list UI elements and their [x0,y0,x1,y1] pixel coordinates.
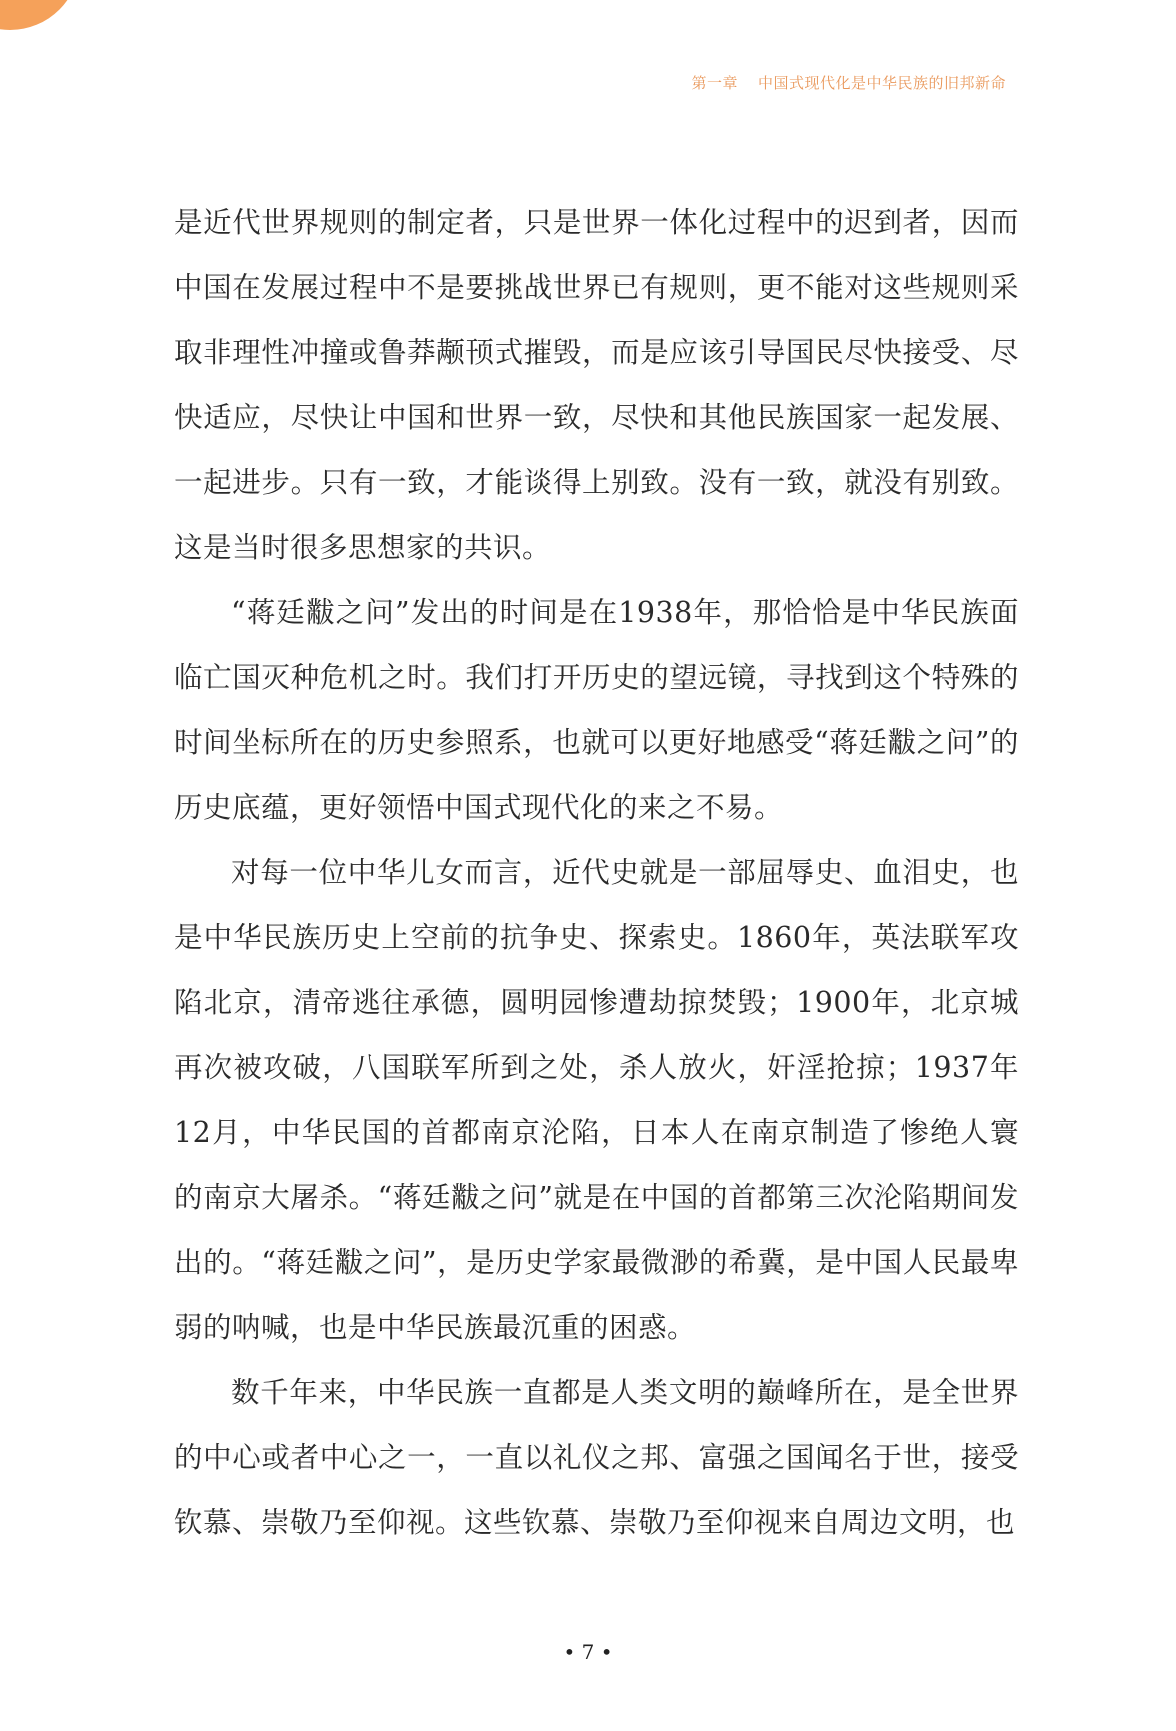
paragraph-continued: 是近代世界规则的制定者，只是世界一体化过程中的迟到者，因而中国在发展过程中不是要挑战世界已有规则，更不能对这些规则采取非理性冲撞或鲁莽颟顸式摧毁，而是应该引导国民尽快接受、尽快适应，尽快让中国和世界一致，尽快和其他民族国家一起发展、一起进步。只有一致，才能谈得上别致。没有一致，就没有别致。这是当时很多思想家的共识。 [174,206,1019,564]
body-text [174,190,1019,1555]
page-number: • 7 • [563,1640,613,1664]
paragraph: 数千年来，中华民族一直都是人类文明的巅峰所在，是全世界的中心或者中心之一，一直以礼仪之邦、富强之国闻名于世，接受钦慕、崇敬乃至仰视。这些钦慕、崇敬乃至仰视来自周边文明，也 [174,1376,1019,1539]
corner-decoration [0,0,80,30]
chapter-number: 第一章 [691,74,738,92]
paragraph: “蒋廷黻之问”发出的时间是在1938年，那恰恰是中华民族面临亡国灭种危机之时。我们打开历史的望远镜，寻找到这个特殊的时间坐标所在的历史参照系，也就可以更好地感受“蒋廷黻之问”的历史底蕴，更好领悟中国式现代化的来之不易。 [174,596,1019,824]
paragraph: 对每一位中华儿女而言，近代史就是一部屈辱史、血泪史，也是中华民族历史上空前的抗争史、探索史。1860年，英法联军攻陷北京，清帝逃往承德，圆明园惨遭劫掠焚毁；1900年，北京城再次被攻破，八国联军所到之处，杀人放火，奸淫抢掠；1937年12月，中华民国的首都南京沦陷，日本人在南京制造了惨绝人寰的南京大屠杀。“蒋廷黻之问”就是在中国的首都第三次沦陷期间发出的。“蒋廷黻之问”，是历史学家最微渺的希冀，是中国人民最卑弱的呐喊，也是中华民族最沉重的困惑。 [174,856,1019,1344]
running-header [691,72,1006,93]
chapter-title: 中国式现代化是中华民族的旧邦新命 [757,74,1006,92]
